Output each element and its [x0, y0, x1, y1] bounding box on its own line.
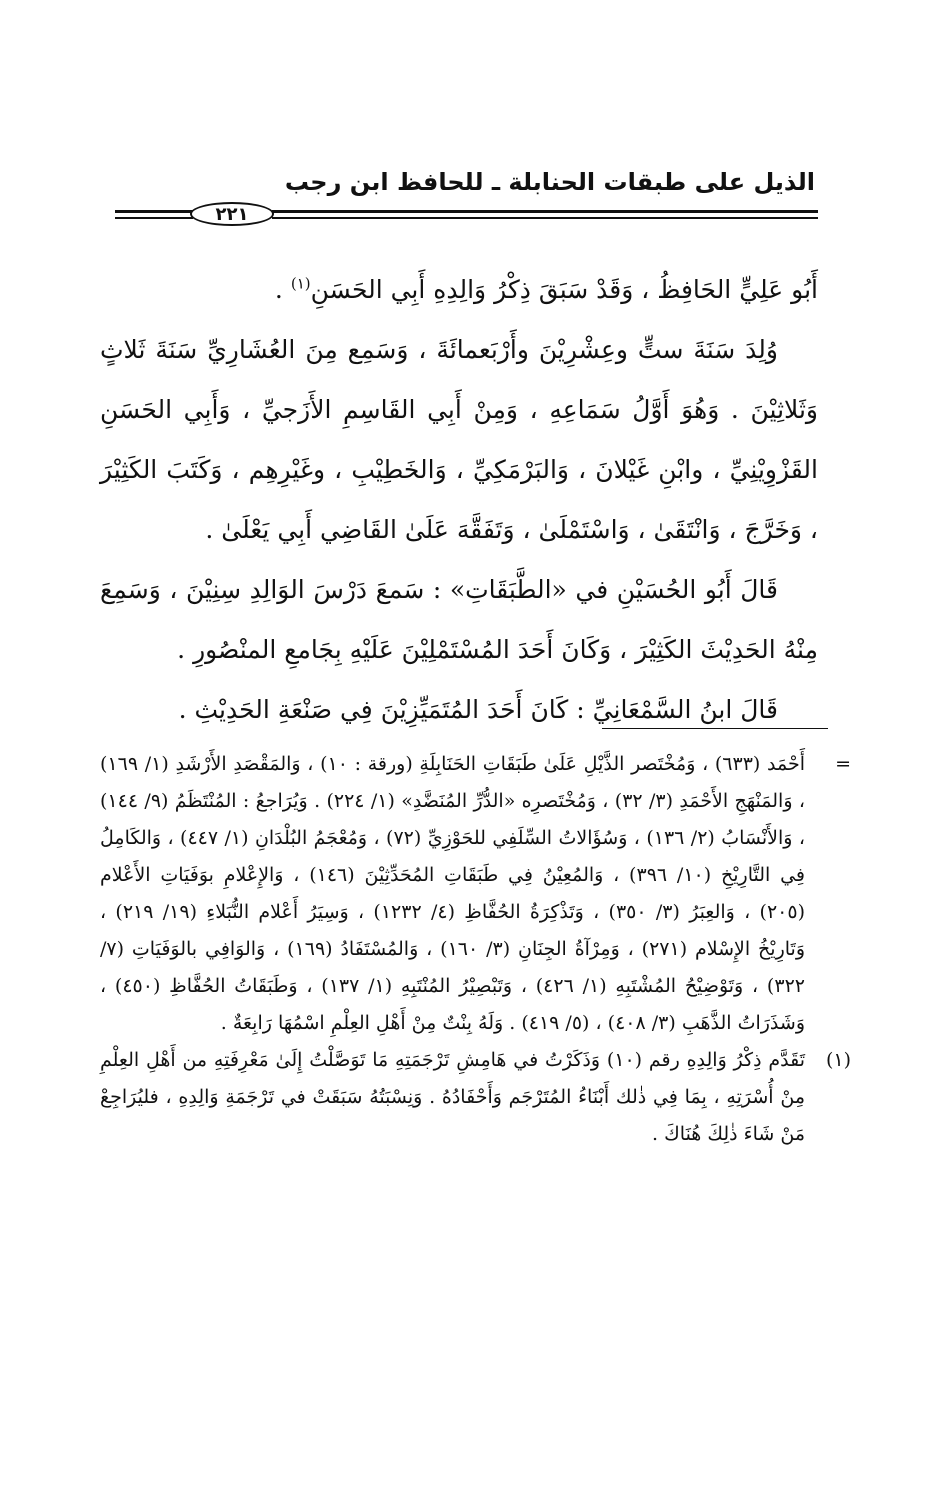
header-rule [0, 202, 933, 226]
footnote-text: أَحْمَد (٦٣٣) ، وَمُخْتَصر الذَّيْلِ عَلَىٰ طَبَقَاتِ الحَنَابِلَةِ (ورقة : ١٠) ، وَالمَقْصَدِ الأَرْشَدِ (١/ ١٦٩) ، وَالمَنْهَجِ الأَحْمَدِ (٣/ ٣٢) ، وَمُخْتَصرِه «الدُّرِّ المُنَضَّدِ» (١/ ٢٢٤) . وَيُرَاجعُ : المُنْتَظَمُ (٩/ ١٤٤) ، وَالأَنْسَابُ (٢/ ١٣٦) ، وَسُؤَالاتُ السِّلَفِي للحَوْزِيِّ (٧٢) ، وَمُعْجَمُ البُلْدَانِ (١/ ٤٤٧) ، وَالكَامِلُ فِي التَّارِيْخِ (١٠/ ٣٩٦) ، وَالمُعِيْنُ فِي طَبَقَاتِ المُحَدِّثِيْنَ (١٤٦) ، وَالإِعْلامِ بوَفَيَاتِ الأَعْلام (٢٠٥) ، وَالعِبَرُ (٣/ ٣٥٠) ، وَتَذْكِرَةُ الحُفَّاظِ (٤/ ١٢٣٢) ، وَسِيَرُ أَعْلام النُّبَلاءِ (١٩/ ٢١٩) ، وَتَارِيْخُ الإِسْلام (٢٧١) ، وَمِرْآةُ الجِنَانِ (٣/ ١٦٠) ، وَالمُسْتَفَادُ (١٦٩) ، وَالوَافِي بالوَفَيَاتِ (٧/ ٣٢٢) ، وَتَوْضِيْحُ المُشْتَبِهِ (١/ ٤٢٦) ، وَتَبْصِيْرُ المُنْتَبِهِ (١/ ١٣٧) ، وَطَبَقَاتُ الحُفَّاظِ (٤٥٠) ، وَشَذَرَاتُ الذَّهَبِ (٣/ ٤٠٨) ، (٥/ ٤١٩) . وَلَهُ بِنْتٌ مِنْ أَهْلِ العِلْمِ اسْمُهَا رَابِعَةٌ . [100, 753, 806, 1034]
header-rule-right-bottom [272, 217, 818, 219]
header-rule-left-top [115, 210, 193, 213]
body-paragraph-birth: وُلِدَ سَنَةَ ستٍّ وعِشْرِيْنَ وأَرْبَعمائَةَ ، وَسَمِع مِنَ العُشَارِيِّ سَنَةَ ثَلاثٍ وَثَلاثِيْنَ . وَهُوَ أَوَّلُ سَمَاعِهِ ، وَمِنْ أَبِي القَاسِمِ الأَزَجيِّ ، وَأَبِي الحَسَنِ القَزْوِيْنِيِّ ، وابْنِ غَيْلانَ ، وَالبَرْمَكِيِّ ، وَالخَطِيْبِ ، وغَيْرِهِم ، وَكَتَبَ الكَثِيْرَ ، وَخَرَّجَ ، وَانْتَقَىٰ ، وَاسْتَمْلَىٰ ، وَتَفَقَّهَ عَلَىٰ القَاضِي أَبِي يَعْلَىٰ . [100, 335, 818, 544]
header-rule-right-top [272, 210, 818, 213]
body-line-1-text: أَبُو عَلِيٍّ الحَافِظُ ، وَقَدْ سَبَقَ ذِكْرُ وَالِدِهِ أَبِي الحَسَنِ [310, 275, 818, 304]
header-rule-left-bottom [115, 217, 193, 219]
footnote-marker: = [835, 753, 851, 775]
footnotes [100, 746, 851, 1153]
footnote-reference: (١) [290, 274, 311, 293]
footnote-separator [602, 728, 828, 729]
footnote-continued [100, 746, 851, 1042]
body-line-1 [100, 260, 818, 320]
footnote-marker: (١) [825, 1049, 851, 1071]
main-text [100, 260, 818, 740]
footnote-text: تَقَدَّم ذِكْرُ وَالِدِهِ رقم (١٠) وَذَكَرْتُ في هَامِشِ تَرْجَمَتِهِ مَا تَوَصَّلْتُ إِلَىٰ مَعْرِفَتِهِ من أَهْلِ العِلْمِ مِنْ أُسْرَتِهِ ، بِمَا فِي ذٰلك أَبْنَاءُ المُتَرْجَم وَأَحْفَادُهُ . وَنِسْبَتُهُ سَبَقَتْ في تَرْجَمَةِ وَالِدِهِ ، فليُرَاجِعْ مَنْ شَاءَ ذٰلِكَ هُنَاكَ . [100, 1049, 805, 1145]
footnote-1 [100, 1042, 851, 1153]
body-line-1-end: . [274, 275, 291, 304]
page-number: ٢٢١ [190, 202, 274, 226]
body-paragraph-tabaqat: قَالَ أَبُو الحُسَيْنِ في «الطَّبَقَاتِ» : سَمعَ دَرْسَ الوَالِدِ سِنِيْنَ ، وَسَمِعَ مِنْهُ الحَدِيْثَ الكَثِيْرَ ، وَكَانَ أَحَدَ المُسْتَمْلِيْنَ عَلَيْهِ بِجَامعِ المنْصُورِ . [100, 575, 818, 664]
body-paragraph-samani: قَالَ ابنُ السَّمْعَانِيِّ : كَانَ أَحَدَ المُتَمَيِّزِيْنَ فِي صَنْعَةِ الحَدِيْثِ . [178, 695, 778, 724]
running-header-title: الذيل على طبقات الحنابلة ـ للحافظ ابن رجب [284, 168, 815, 196]
